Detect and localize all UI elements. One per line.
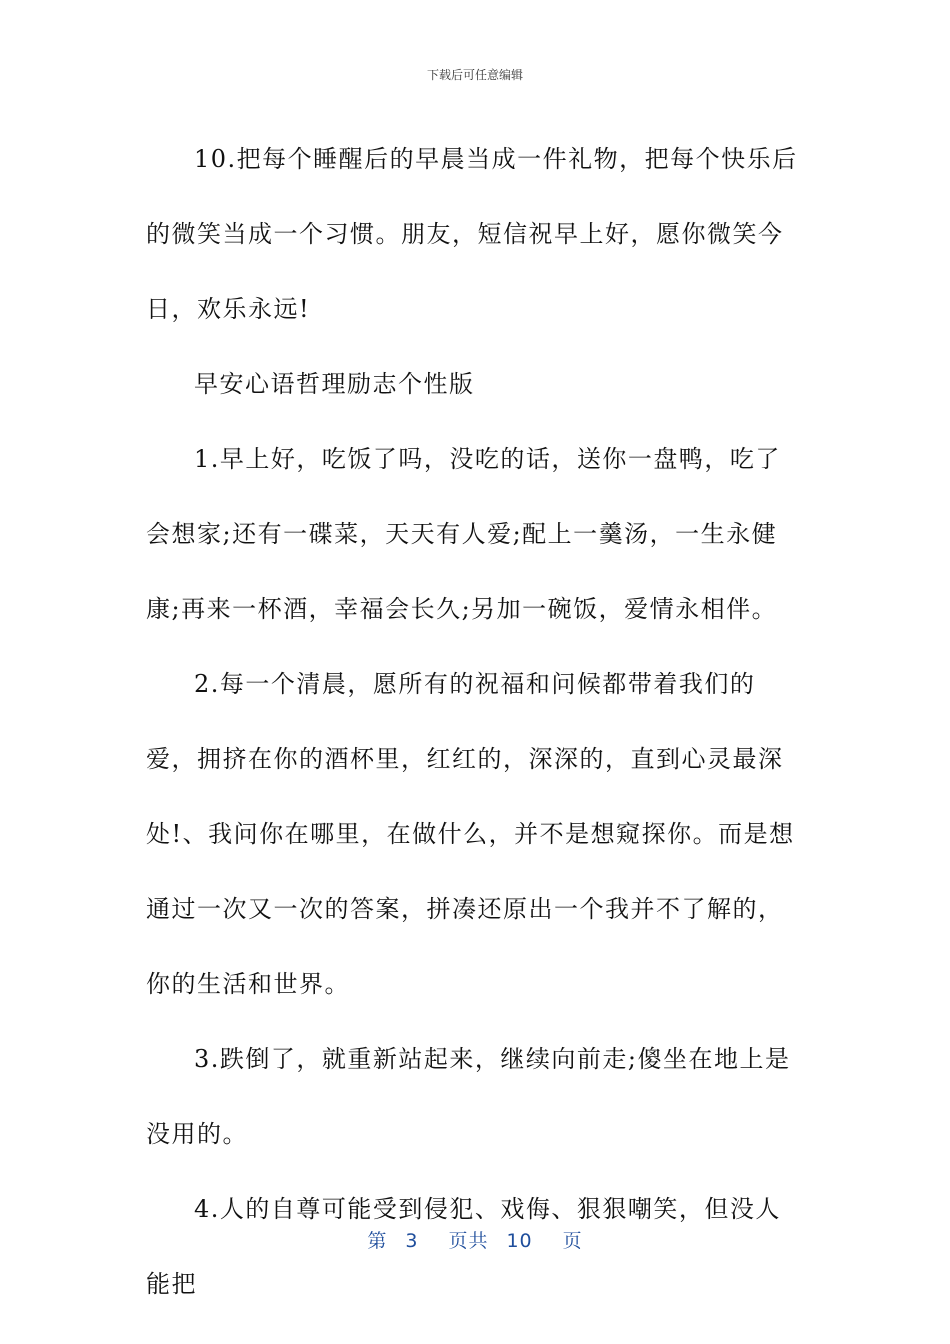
footer-suffix: 页 [562,1230,583,1252]
page-header-note: 下载后可任意编辑 [426,68,523,82]
paragraph-3: 3.跌倒了，就重新站起来，继续向前走;傻坐在地上是没用的。 [146,1045,791,1148]
paragraph-2: 2.每一个清晨，愿所有的祝福和问候都带着我们的爱，拥挤在你的酒杯里，红红的，深深的，直到心灵最深处!、我问你在哪里，在做什么，并不是想窥探你。而是想通过一次又一次的答案，拼凑还原出一个我并不了解的，你的生活和世界。 [146,670,795,998]
paragraph-1: 1.早上好，吃饭了吗，没吃的话，送你一盘鸭，吃了会想家;还有一碟菜，天天有人爱;配上一羹汤，一生永健康;再来一杯酒，幸福会长久;另加一碗饭，爱情永相伴。 [146,445,781,623]
document-body [146,122,806,1322]
section-heading: 早安心语哲理励志个性版 [194,370,475,398]
paragraph-4: 4.人的自尊可能受到侵犯、戏侮、狠狠嘲笑，但没人能把 [146,1195,781,1298]
page-footer [0,1226,950,1253]
footer-prefix: 第 [367,1230,388,1252]
paragraph-10: 10.把每个睡醒后的早晨当成一件礼物，把每个快乐后的微笑当成一个习惯。朋友，短信祝早上好，愿你微笑今日，欢乐永远! [146,145,798,323]
footer-total-pages: 10 [506,1230,533,1252]
footer-current-page: 3 [405,1230,419,1252]
footer-middle: 页共 [448,1230,489,1252]
